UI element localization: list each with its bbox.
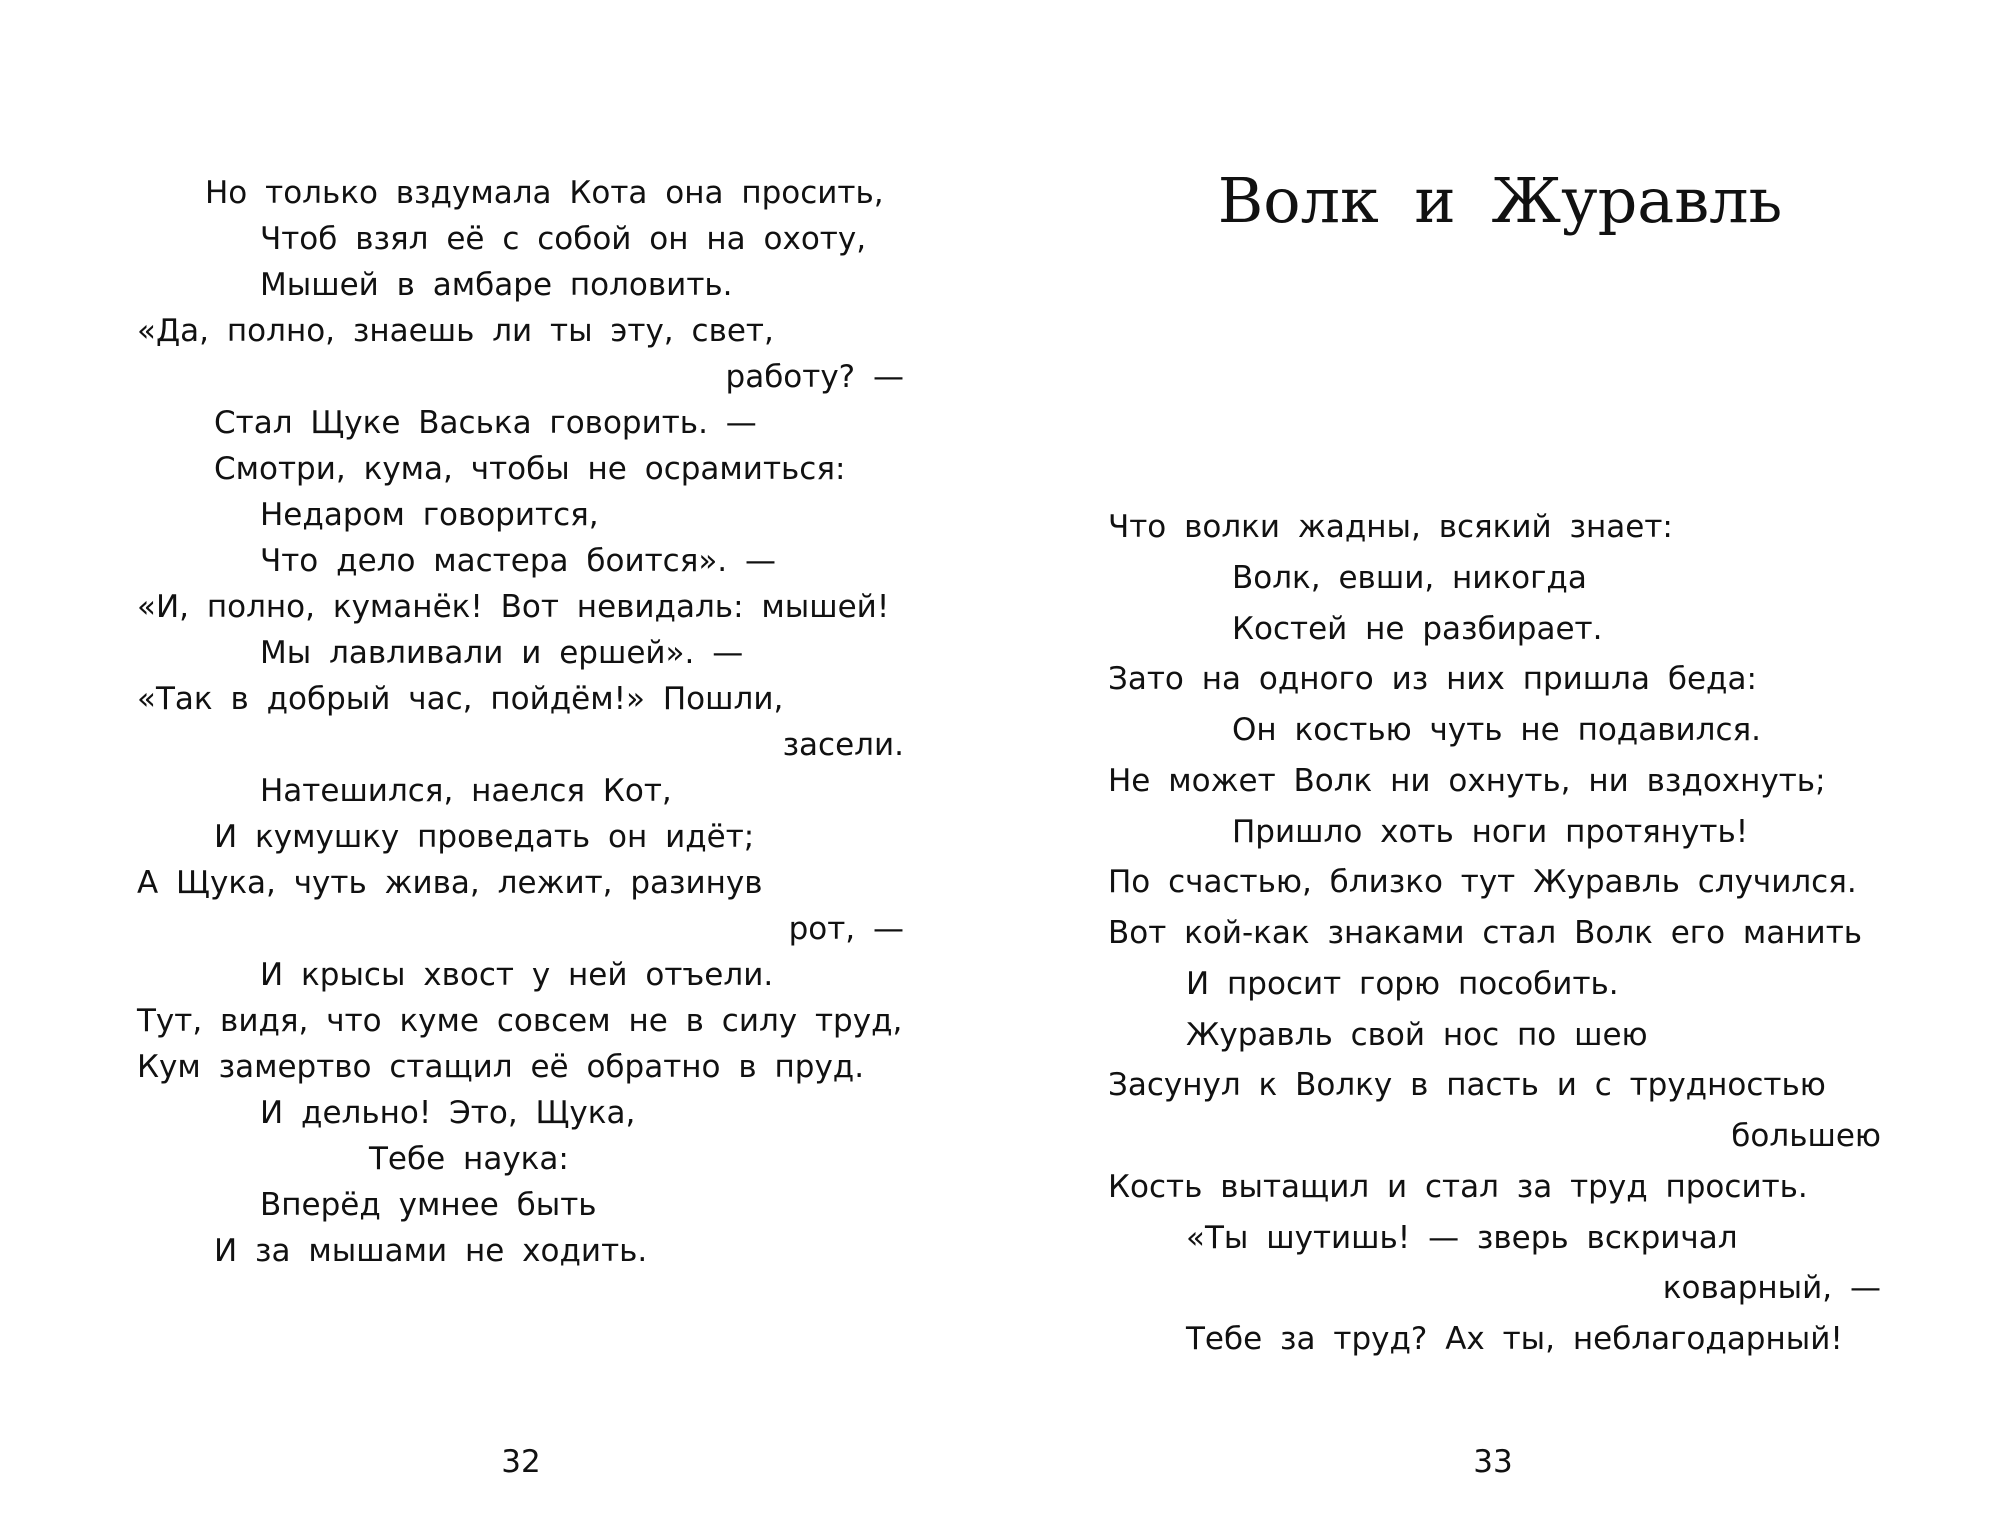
verse-line: Вот кой-как знаками стал Волк его манить <box>1108 915 1863 951</box>
verse-line: По счастью, близко тут Журавль случился. <box>1108 864 1857 900</box>
verse-line: Тебе за труд? Ах ты, неблагодарный! <box>1186 1321 1843 1357</box>
verse-line: Что дело мастера боится». — <box>260 543 777 579</box>
verse-line: большею <box>1731 1118 1881 1154</box>
poem-title: Волк и Журавль <box>1217 164 1783 237</box>
verse-line: Кость вытащил и стал за труд просить. <box>1108 1169 1808 1205</box>
verse-line: Засунул к Волку в пасть и с трудностью <box>1108 1067 1826 1103</box>
verse-line: «Да, полно, знаешь ли ты эту, свет, <box>137 313 774 349</box>
verse-line: «Так в добрый час, пойдём!» Пошли, <box>137 681 784 717</box>
verse-line: Чтоб взял её с собой он на охоту, <box>260 221 867 257</box>
verse-line: Пришло хоть ноги протянуть! <box>1232 814 1749 850</box>
verse-line: Тебе наука: <box>369 1141 569 1177</box>
verse-line: Что волки жадны, всякий знает: <box>1108 509 1673 545</box>
verse-line: Костей не разбирает. <box>1232 611 1603 647</box>
verse-line: И за мышами не ходить. <box>214 1233 648 1269</box>
verse-line: И дельно! Это, Щука, <box>260 1095 636 1131</box>
verse-line: Мы лавливали и ершей». — <box>260 635 744 671</box>
verse-line: И просит горю пособить. <box>1186 966 1619 1002</box>
verse-line: Не может Волк ни охнуть, ни вздохнуть; <box>1108 763 1826 799</box>
verse-line: работу? — <box>725 359 904 395</box>
verse-line: Тут, видя, что куме совсем не в силу труд, <box>137 1003 903 1039</box>
page-number: 32 <box>501 1444 541 1480</box>
verse-line: Зато на одного из них пришла беда: <box>1108 661 1757 697</box>
verse-line: Стал Щуке Васька говорить. — <box>214 405 757 441</box>
right-page <box>1000 0 2000 1538</box>
verse-line: Волк, евши, никогда <box>1232 560 1587 596</box>
verse-line: Натешился, наелся Кот, <box>260 773 672 809</box>
verse-line: Но только вздумала Кота она просить, <box>205 175 884 211</box>
verse-line: Недаром говорится, <box>260 497 599 533</box>
verse-line: засели. <box>782 727 904 763</box>
verse-line: А Щука, чуть жива, лежит, разинув <box>137 865 763 901</box>
verse-line: рот, — <box>788 911 904 947</box>
verse-line: Кум замертво стащил её обратно в пруд. <box>137 1049 865 1085</box>
verse-line: Он костью чуть не подавился. <box>1232 712 1762 748</box>
verse-line: Вперёд умнее быть <box>260 1187 597 1223</box>
verse-line: И крысы хвост у ней отъели. <box>260 957 774 993</box>
page-number: 33 <box>1473 1444 1513 1480</box>
verse-line: Мышей в амбаре половить. <box>260 267 733 303</box>
verse-line: И кумушку проведать он идёт; <box>214 819 755 855</box>
verse-line: «Ты шутишь! — зверь вскричал <box>1186 1220 1738 1256</box>
verse-line: Смотри, кума, чтобы не осрамиться: <box>214 451 846 487</box>
verse-line: коварный, — <box>1662 1270 1881 1306</box>
verse-line: Журавль свой нос по шею <box>1186 1017 1648 1053</box>
verse-line: «И, полно, куманёк! Вот невидаль: мышей! <box>137 589 890 625</box>
